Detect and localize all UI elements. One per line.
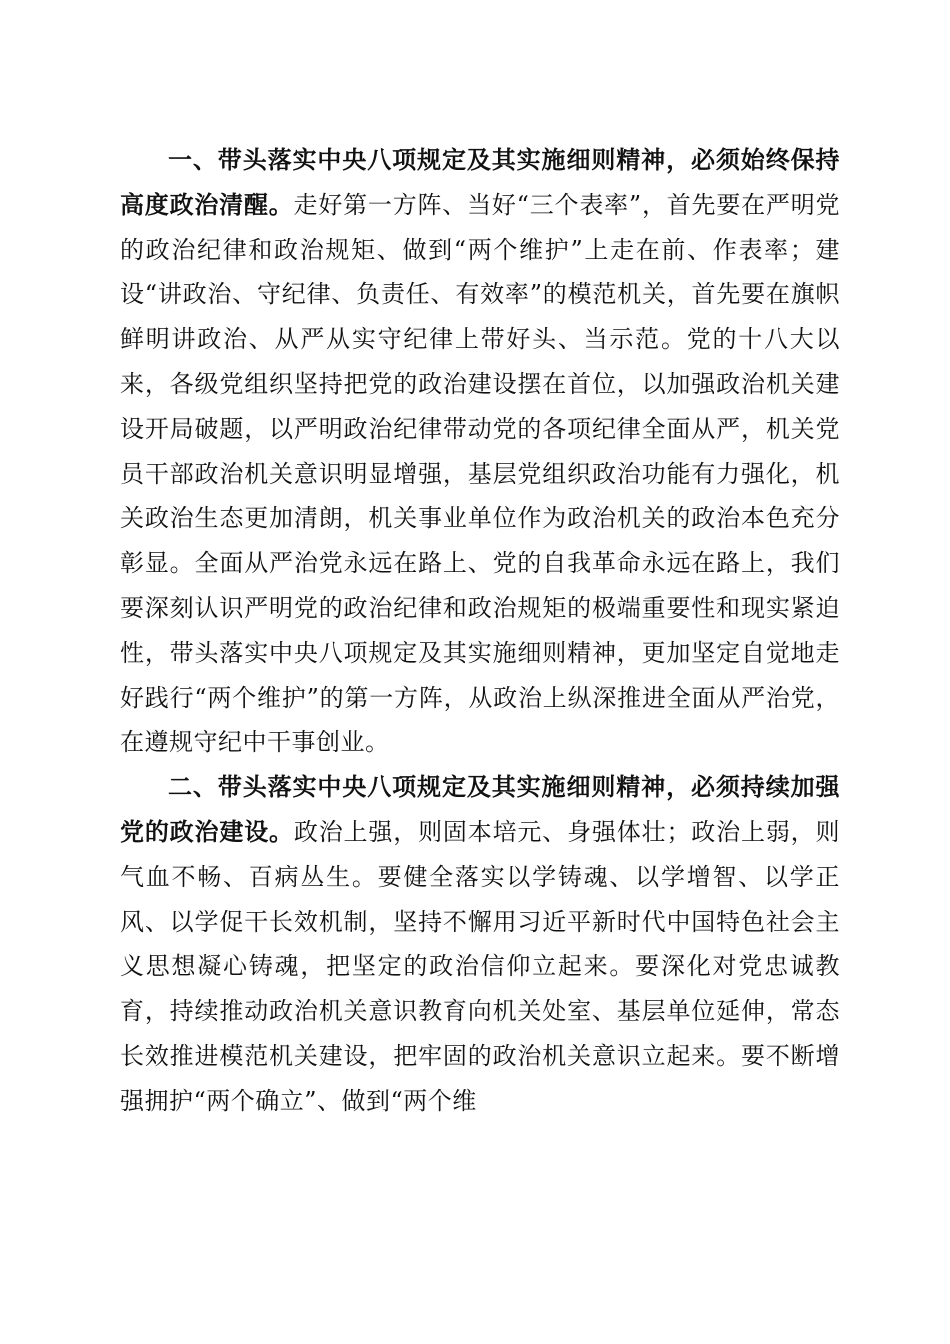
- paragraph-1-heading: 一、带头落实中央八项规定及其实施细则精神，必须始终保持高度政治清醒。: [120, 146, 840, 219]
- paragraph-2: [120, 765, 840, 1123]
- paragraph-2-body: 政治上强，则固本培元、身强体壮；政治上弱，则气血不畅、百病丛生。要健全落实以学铸魂、以学增智、以学正风、以学促干长效机制，坚持不懈用习近平新时代中国特色社会主义思想凝心铸魂，把坚定的政治信仰立起来。要深化对党忠诚教育，持续推动政治机关意识教育向机关处室、基层单位延伸，常态长效推进模范机关建设，把牢固的政治机关意识立起来。要不断增强拥护“两个确立”、做到“两个维: [120, 817, 840, 1115]
- paragraph-2-heading: 二、带头落实中央八项规定及其实施细则精神，必须持续加强党的政治建设。: [120, 773, 840, 846]
- document-page: [120, 138, 840, 1124]
- paragraph-1-body: 走好第一方阵、当好“三个表率”，首先要在严明党的政治纪律和政治规矩、做到“两个维护”上走在前、作表率；建设“讲政治、守纪律、负责任、有效率”的模范机关，首先要在旗帜鲜明讲政治、从严从实守纪律上带好头、当示范。党的十八大以来，各级党组织坚持把党的政治建设摆在首位，以加强政治机关建设开局破题，以严明政治纪律带动党的各项纪律全面从严，机关党员干部政治机关意识明显增强，基层党组织政治功能有力强化，机关政治生态更加清朗，机关事业单位作为政治机关的政治本色充分彰显。全面从严治党永远在路上、党的自我革命永远在路上，我们要深刻认识严明党的政治纪律和政治规矩的极端重要性和现实紧迫性，带头落实中央八项规定及其实施细则精神，更加坚定自觉地走好践行“两个维护”的第一方阵，从政治上纵深推进全面从严治党，在遵规守纪中干事创业。: [120, 190, 840, 757]
- paragraph-1: [120, 138, 840, 765]
